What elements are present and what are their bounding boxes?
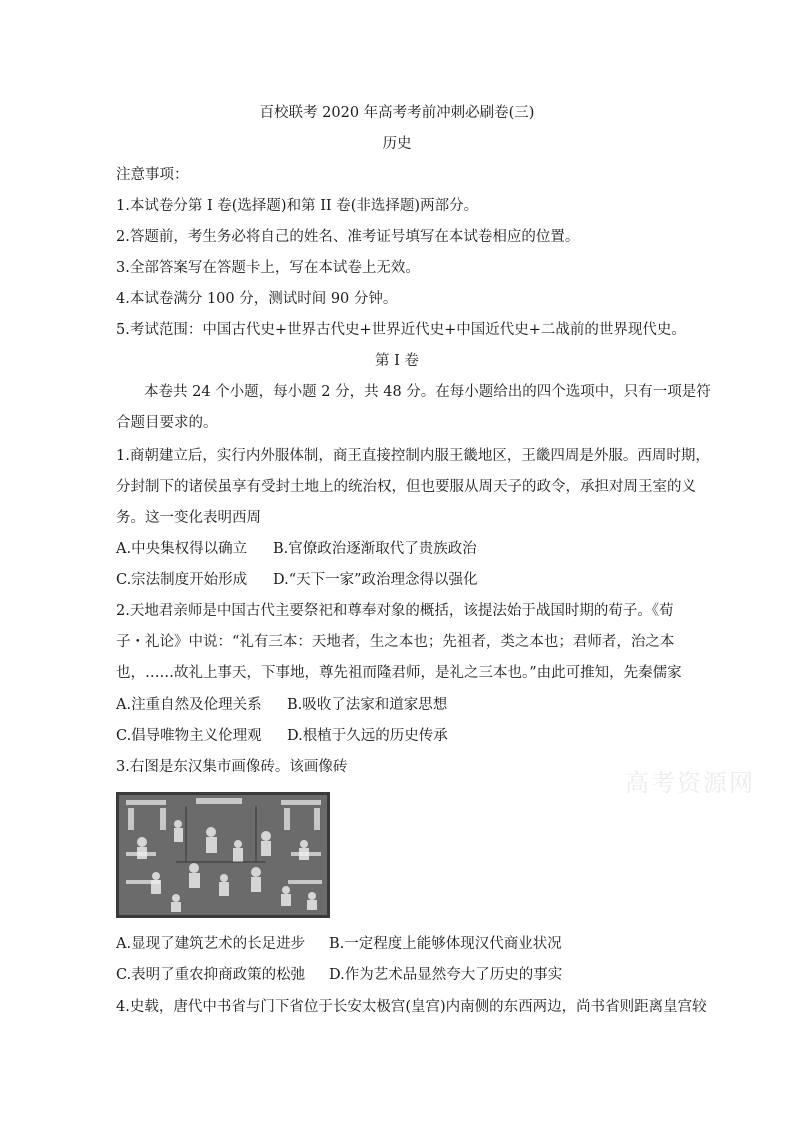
part-intro: 本卷共 24 个小题，每小题 2 分，共 48 分。在每小题给出的四个选项中，只有一项是符: [144, 384, 711, 400]
question-stem: 务。这一变化表明西周: [116, 510, 261, 526]
notice-item: 4.本试卷满分 100 分，测试时间 90 分钟。: [116, 291, 398, 307]
notice-item: 2.答题前，考生务必将自己的姓名、准考证号填写在本试卷相应的位置。: [116, 229, 580, 245]
exam-title: 百校联考 2020 年高考考前冲刺必刷卷(三): [259, 105, 535, 121]
option-d[interactable]: D.作为艺术品显然夸大了历史的事实: [329, 967, 563, 983]
option-d[interactable]: D.根植于久远的历史传承: [287, 728, 448, 744]
question-stem: 也，……故礼上事天，下事地，尊先祖而隆君师，是礼之三本也。”由此可推知，先秦儒家: [116, 665, 682, 681]
option-c[interactable]: C.倡导唯物主义伦理观: [116, 728, 262, 744]
option-b[interactable]: B.官僚政治逐渐取代了贵族政治: [273, 541, 477, 557]
question-stem: 1.商朝建立后，实行内外服体制，商王直接控制内服王畿地区，王畿四周是外服。西周时期，: [116, 448, 710, 464]
option-b[interactable]: B.一定程度上能够体现汉代商业状况: [329, 936, 562, 952]
question-stem: 分封制下的诸侯虽享有受封土地上的统治权，但也要服从周天子的政令，承担对周王室的义: [116, 479, 696, 495]
question-stem: 子・礼论》中说：“礼有三本：天地者，生之本也；先祖者，类之本也；君师者，治之本: [116, 634, 675, 650]
option-d[interactable]: D.“天下一家”政治理念得以强化: [273, 572, 478, 588]
market-brick-image: [116, 792, 330, 918]
watermark-logo: 高考资源网: [625, 769, 755, 797]
notice-item: 1.本试卷分第 I 卷(选择题)和第 II 卷(非选择题)两部分。: [116, 198, 479, 214]
subject-heading: 历史: [382, 136, 412, 152]
question-stem: 3.右图是东汉集市画像砖。该画像砖: [116, 759, 348, 775]
notice-heading: 注意事项：: [116, 167, 189, 183]
notice-item: 5.考试范围：中国古代史+世界古代史+世界近代史+中国近代史+二战前的世界现代史。: [116, 322, 686, 338]
question-stem: 4.史载，唐代中书省与门下省位于长安太极宫(皇宫)内南侧的东西两边，尚书省则距离皇宫较: [116, 999, 707, 1015]
option-c[interactable]: C.表明了重农抑商政策的松弛: [116, 967, 306, 983]
option-a[interactable]: A.注重自然及伦理关系: [116, 697, 262, 713]
option-c[interactable]: C.宗法制度开始形成: [116, 572, 248, 588]
part-heading: 第 I 卷: [375, 353, 419, 369]
part-intro: 合题目要求的。: [116, 415, 218, 431]
option-a[interactable]: A.显现了建筑艺术的长足进步: [116, 936, 306, 952]
option-a[interactable]: A.中央集权得以确立: [116, 541, 248, 557]
question-stem: 2.天地君亲师是中国古代主要祭祀和尊奉对象的概括，该提法始于战国时期的荀子。《荀: [116, 603, 674, 619]
option-b[interactable]: B.吸收了法家和道家思想: [287, 697, 448, 713]
notice-item: 3.全部答案写在答题卡上，写在本试卷上无效。: [116, 260, 420, 276]
